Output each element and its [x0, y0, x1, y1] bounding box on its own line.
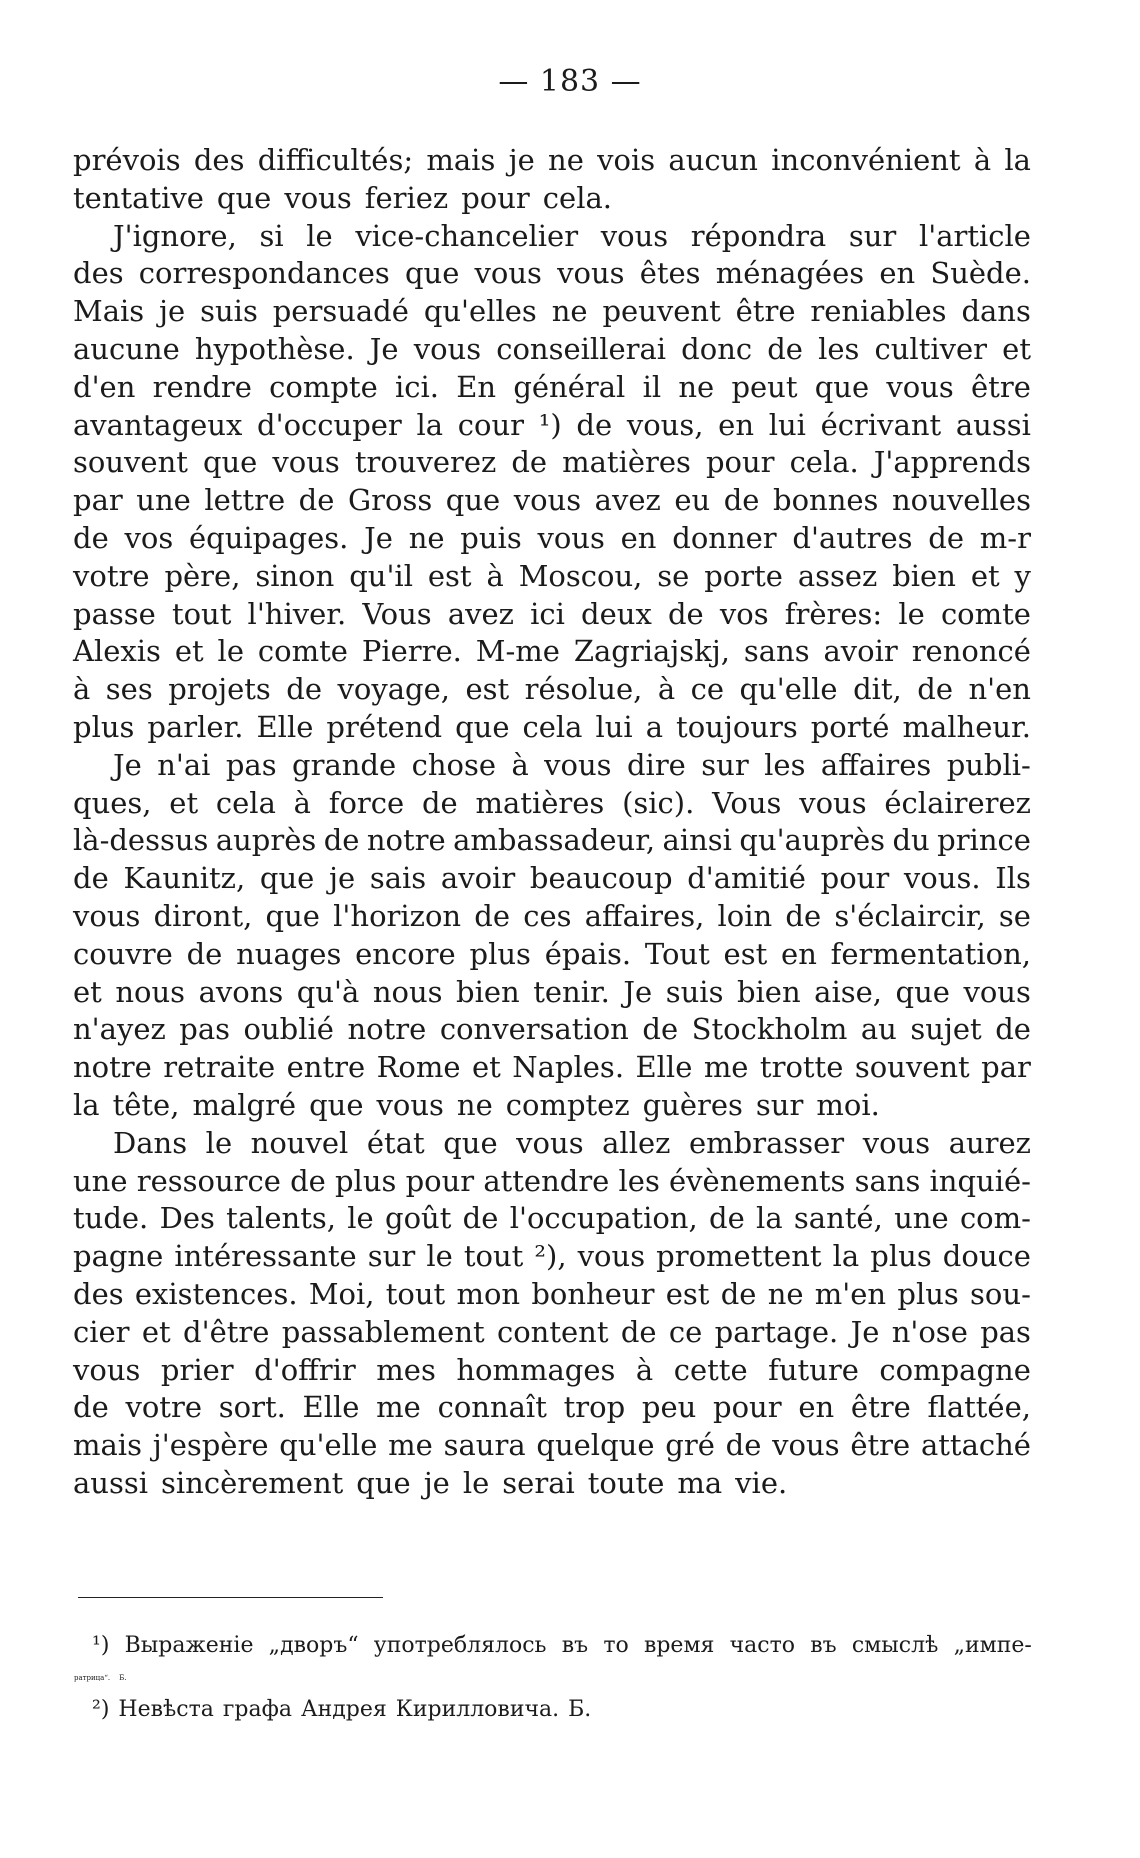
text-line: mais j'espère qu'elle me saura quelque gré de vous être attaché [73, 1428, 1031, 1463]
footnote-line: ¹) Выраженіе „дворъ“ употреблялось въ то время часто въ смыслѣ „импе- [92, 1633, 1032, 1658]
text-line: souvent que vous trouverez de matières pour cela. J'apprends [73, 445, 1031, 480]
text-line: à ses projets de voyage, est résolue, à ce qu'elle dit, de n'en [73, 672, 1031, 707]
text-line: de Kaunitz, que je sais avoir beaucoup d'amitié pour vous. Ils [73, 861, 1031, 896]
text-line: vous prier d'offrir mes hommages à cette future compagne [73, 1352, 1031, 1387]
text-line: avantageux d'occuper la cour ¹) de vous, en lui écrivant aussi [73, 407, 1031, 442]
text-line: la tête, malgré que vous ne comptez guères sur moi. [73, 1087, 880, 1122]
footnote-divider [78, 1597, 383, 1598]
text-line: par une lettre de Gross que vous avez eu de bonnes nouvelles [73, 483, 1031, 518]
text-line: Je n'ai pas grande chose à vous dire sur les affaires publi- [113, 747, 1031, 782]
text-line: de votre sort. Elle me connaît trop peu pour en être flattée, [73, 1390, 1031, 1425]
text-line: notre retraite entre Rome et Naples. Elle me trotte souvent par [73, 1050, 1031, 1085]
text-line: de vos équipages. Je ne puis vous en donner d'autres de m-r [73, 520, 1031, 555]
footnotes [74, 1630, 1032, 1726]
text-line: cier et d'être passablement content de ce partage. Je n'ose pas [73, 1314, 1031, 1349]
text-line: votre père, sinon qu'il est à Moscou, se porte assez bien et y [73, 558, 1031, 593]
letter-body [73, 142, 1031, 1503]
text-line: passe tout l'hiver. Vous avez ici deux de vos frères: le comte [73, 596, 1031, 631]
text-line: vous diront, que l'horizon de ces affaires, loin de s'éclaircir, se [73, 898, 1031, 933]
text-line: couvre de nuages encore plus épais. Tout est en fermentation, [73, 936, 1031, 971]
text-line: une ressource de plus pour attendre les évènements sans inquié- [73, 1163, 1031, 1198]
text-line: des correspondances que vous vous êtes ménagées en Suède. [73, 256, 1031, 291]
text-line: Alexis et le comte Pierre. M-me Zagriajskj, sans avoir renoncé [73, 634, 1031, 669]
text-line: J'ignore, si le vice-chancelier vous répondra sur l'article [113, 218, 1031, 253]
text-line: Mais je suis persuadé qu'elles ne peuvent être reniables dans [73, 294, 1031, 329]
text-line: d'en rendre compte ici. En général il ne peut que vous être [73, 369, 1031, 404]
text-line: ques, et cela à force de matières (sic). Vous vous éclairerez [73, 785, 1031, 820]
text-line: aucune hypothèse. Je vous conseillerai donc de les cultiver et [73, 331, 1031, 366]
text-line: des existences. Moi, tout mon bonheur est de ne m'en plus sou- [73, 1276, 1031, 1311]
text-line: tude. Des talents, le goût de l'occupation, de la santé, une com- [73, 1201, 1031, 1236]
text-line: là-dessus auprès de notre ambassadeur, ainsi qu'auprès du prince [73, 823, 1031, 858]
text-line: Dans le nouvel état que vous allez embrasser vous aurez [113, 1125, 1031, 1160]
text-line: tentative que vous feriez pour cela. [73, 180, 612, 215]
footnote-line: ²) Невѣста графа Андрея Кирилловича. Б. [92, 1697, 592, 1722]
text-line: et nous avons qu'à nous bien tenir. Je suis bien aise, que vous [73, 974, 1031, 1009]
footnote-line: ратрица“. Б. [74, 1674, 127, 1682]
text-line: plus parler. Elle prétend que cela lui a toujours porté malheur. [73, 709, 1031, 744]
text-line: prévois des difficultés; mais je ne vois aucun inconvénient à la [73, 143, 1031, 177]
text-line: pagne intéressante sur le tout ²), vous promettent la plus douce [73, 1239, 1031, 1274]
text-line: aussi sincèrement que je le serai toute ma vie. [73, 1465, 788, 1500]
page-number: — 183 — [498, 64, 642, 99]
text-line: n'ayez pas oublié notre conversation de Stockholm au sujet de [73, 1012, 1031, 1047]
